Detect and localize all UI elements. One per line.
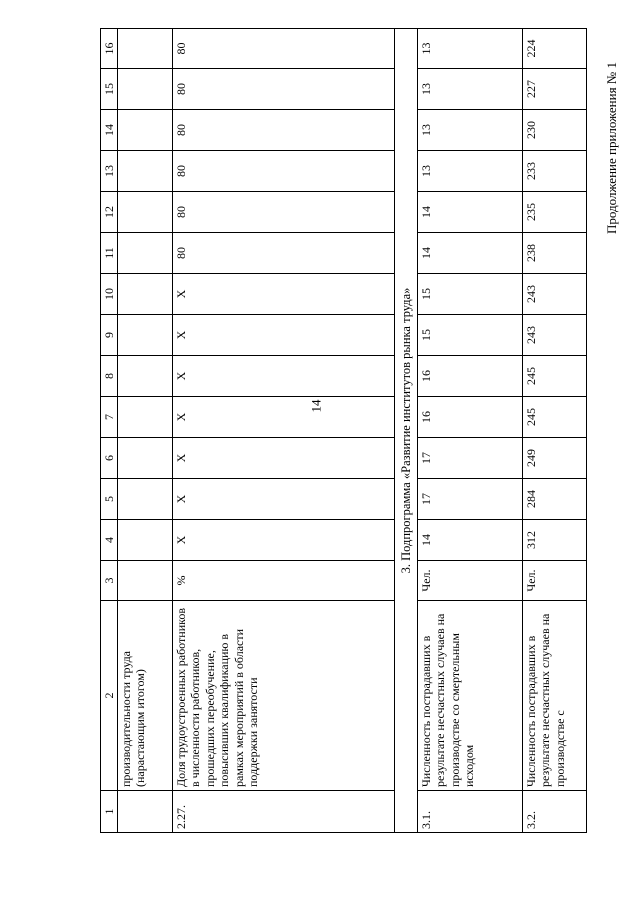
table-row-continued (118, 29, 173, 833)
empty-cell (118, 233, 173, 274)
col-number: 2 (101, 601, 118, 791)
table-row-3-2 (523, 29, 587, 833)
row-value: 312 (523, 520, 587, 561)
table-row-2-27 (173, 29, 395, 833)
section-title: 3. Подпрограмма «Развитие институтов рынка труда» (395, 29, 418, 833)
row-name: Численность пострадавших в результате несчастных случаев на производстве со смертельным исходом (418, 601, 523, 791)
row-num (118, 791, 173, 833)
row-value: 80 (173, 29, 395, 69)
row-value: X (173, 274, 395, 315)
indicators-table (100, 28, 587, 833)
row-value: 14 (418, 520, 523, 561)
col-number: 1 (101, 791, 118, 833)
col-number: 6 (101, 438, 118, 479)
row-num: 2.27. (173, 791, 395, 833)
row-value: X (173, 438, 395, 479)
row-value: 233 (523, 151, 587, 192)
row-value: 284 (523, 479, 587, 520)
col-number: 11 (101, 233, 118, 274)
col-number: 12 (101, 192, 118, 233)
col-number: 14 (101, 110, 118, 151)
row-value: 227 (523, 69, 587, 110)
row-value: 80 (173, 110, 395, 151)
empty-cell (118, 29, 173, 69)
row-value: 238 (523, 233, 587, 274)
row-value: 16 (418, 397, 523, 438)
empty-cell (118, 315, 173, 356)
row-num: 3.1. (418, 791, 523, 833)
row-value: 80 (173, 192, 395, 233)
row-value: 13 (418, 29, 523, 69)
row-value: 15 (418, 315, 523, 356)
empty-cell (118, 69, 173, 110)
empty-cell (118, 110, 173, 151)
col-number: 9 (101, 315, 118, 356)
row-value: X (173, 520, 395, 561)
rotated-table-container (100, 38, 582, 833)
empty-cell (118, 151, 173, 192)
row-value: X (173, 315, 395, 356)
empty-cell (118, 479, 173, 520)
row-value: 14 (418, 233, 523, 274)
empty-cell (118, 520, 173, 561)
row-value: X (173, 397, 395, 438)
row-value: 15 (418, 274, 523, 315)
row-value: X (173, 356, 395, 397)
section-row (395, 29, 418, 833)
table-row-3-1 (418, 29, 523, 833)
row-value: 245 (523, 397, 587, 438)
col-number: 5 (101, 479, 118, 520)
empty-cell (118, 274, 173, 315)
row-value: 14 (418, 192, 523, 233)
row-value: 17 (418, 438, 523, 479)
row-value: X (173, 479, 395, 520)
table-wrapper (100, 38, 582, 833)
empty-cell (118, 356, 173, 397)
row-unit: % (173, 561, 395, 601)
row-value: 13 (418, 151, 523, 192)
page-number: 14 (308, 399, 324, 413)
row-value: 80 (173, 69, 395, 110)
row-value: 249 (523, 438, 587, 479)
row-value: 245 (523, 356, 587, 397)
row-unit: Чел. (523, 561, 587, 601)
col-number: 3 (101, 561, 118, 601)
row-value: 13 (418, 69, 523, 110)
row-unit: Чел. (418, 561, 523, 601)
row-value: 17 (418, 479, 523, 520)
col-number: 13 (101, 151, 118, 192)
row-value: 13 (418, 110, 523, 151)
empty-cell (118, 561, 173, 601)
row-num: 3.2. (523, 791, 587, 833)
column-number-row (101, 29, 118, 833)
col-number: 15 (101, 69, 118, 110)
empty-cell (118, 397, 173, 438)
col-number: 16 (101, 29, 118, 69)
row-name: Численность пострадавших в результате несчастных случаев на производстве с (523, 601, 587, 791)
col-number: 4 (101, 520, 118, 561)
row-name: Доля трудоустроенных работников в численности работников, прошедших переобучение, повысивших квалификацию в рамках мероприятий в области поддержки занятости (173, 601, 395, 791)
col-number: 7 (101, 397, 118, 438)
appendix-header: Продолжение приложения № 1 (604, 62, 619, 234)
row-value: 243 (523, 274, 587, 315)
empty-cell (118, 192, 173, 233)
row-value: 80 (173, 151, 395, 192)
col-number: 10 (101, 274, 118, 315)
row-value: 16 (418, 356, 523, 397)
empty-cell (118, 438, 173, 479)
row-name: производительности труда (нарастающим итогом) (118, 601, 173, 791)
row-value: 243 (523, 315, 587, 356)
row-value: 224 (523, 29, 587, 69)
col-number: 8 (101, 356, 118, 397)
row-value: 235 (523, 192, 587, 233)
row-value: 230 (523, 110, 587, 151)
row-value: 80 (173, 233, 395, 274)
